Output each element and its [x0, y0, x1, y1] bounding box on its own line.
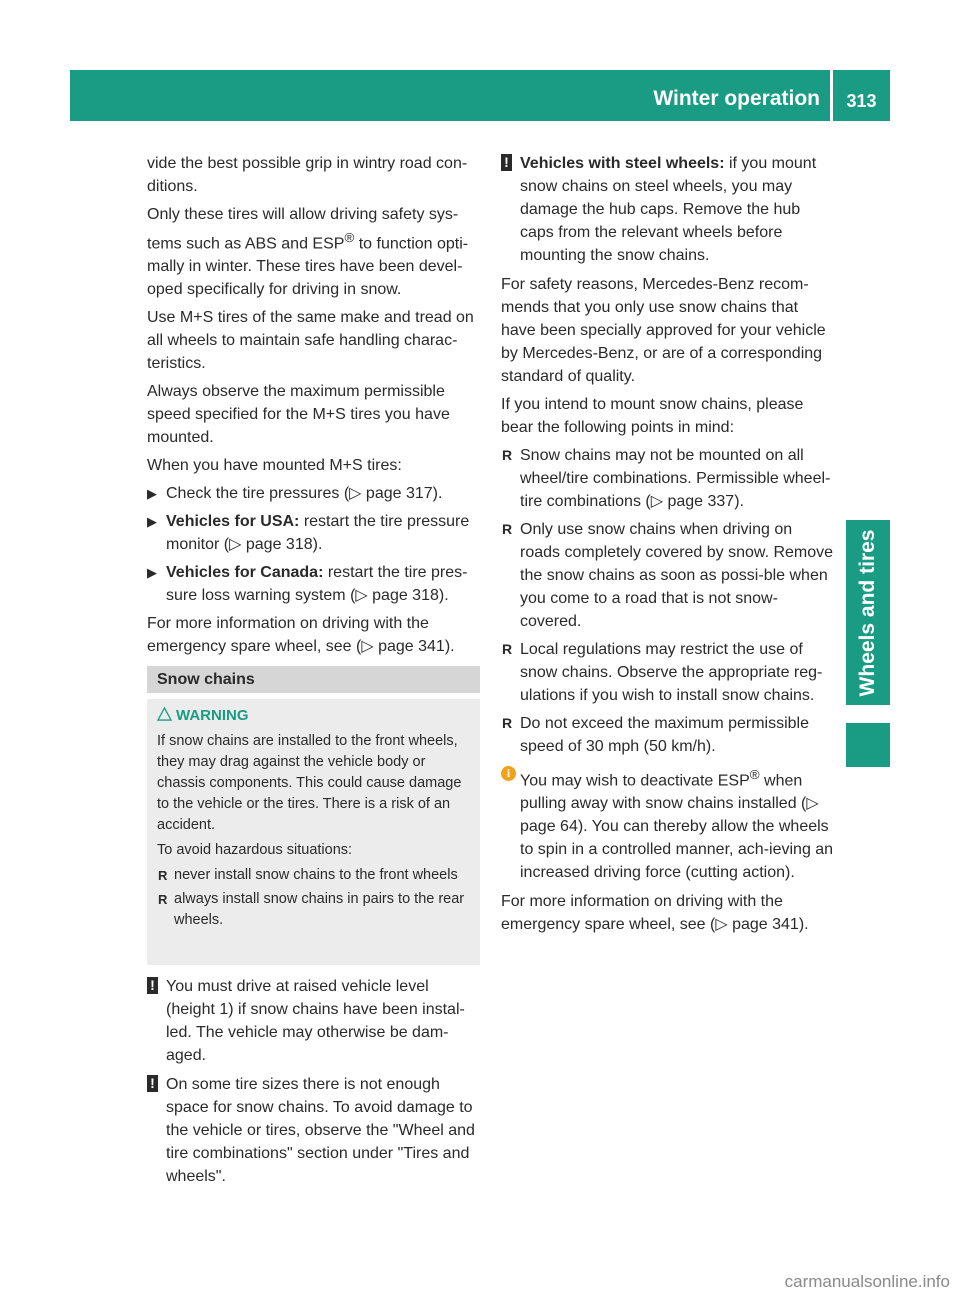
- list-item: R Snow chains may not be mounted on all wheel/tire combinations. Permissible wheel-tire combinations (▷ page 337).: [501, 444, 835, 513]
- notice: ! Vehicles with steel wheels: if you mount snow chains on steel wheels, you may damage the hub caps. Remove the hub caps from the relevant wheels before mounting the snow chains.: [501, 152, 835, 267]
- step-item: ▶ Check the tire pressures (▷ page 317).: [147, 482, 480, 505]
- list-item: R Do not exceed the maximum permissible speed of 30 mph (50 km/h).: [501, 712, 835, 758]
- bullet-r-icon: R: [158, 892, 168, 907]
- info-icon: i: [501, 766, 516, 781]
- notice: ! On some tire sizes there is not enough space for snow chains. To avoid damage to the vehicle or tires, observe the "Wheel and tire combinations" section under "Tires and wheels".: [147, 1073, 480, 1188]
- header-bar: [70, 70, 890, 121]
- bullet-r-icon: R: [502, 641, 513, 657]
- paragraph: vide the best possible grip in wintry road con-ditions.: [147, 155, 468, 195]
- bullet-r-icon: R: [502, 447, 513, 463]
- paragraph: Only these tires will allow driving safety sys-tems such as ABS and ESP® to function opti-mally in winter. These tires have been devel-oped specifically for driving in snow.: [147, 206, 469, 299]
- section-heading: Snow chains: [147, 666, 480, 693]
- bullet-r-icon: R: [502, 715, 513, 731]
- paragraph: Always observe the maximum permissible speed specified for the M+S tires you have mounted.: [147, 383, 450, 447]
- exclamation-icon: !: [501, 154, 512, 171]
- notice: ! You must drive at raised vehicle level (height 1) if snow chains have been instal-led. The vehicle may otherwise be dam-aged.: [147, 975, 480, 1067]
- page-number: 313: [846, 91, 877, 111]
- paragraph: When you have mounted M+S tires:: [147, 457, 402, 475]
- arrow-right-icon: ▶: [147, 565, 157, 581]
- paragraph: Use M+S tires of the same make and tread on all wheels to maintain safe handling charac-teristics.: [147, 309, 474, 373]
- exclamation-icon: !: [147, 977, 158, 994]
- warning-title: WARNING: [157, 705, 470, 726]
- bullet-r-icon: R: [502, 521, 513, 537]
- right-column: [501, 152, 835, 941]
- paragraph: For safety reasons, Mercedes-Benz recom-mends that you only use snow chains that have been specially approved for your vehicle by Mercedes-Benz, or are of a corresponding standard of quality.: [501, 276, 826, 385]
- bullet-r-icon: R: [158, 868, 168, 883]
- chapter-marker: [846, 723, 890, 767]
- watermark: carmanualsonline.info: [784, 1272, 950, 1291]
- chapter-tab-label-wrap: [846, 520, 890, 705]
- warning-text: To avoid hazardous situations:: [157, 842, 353, 858]
- step-item: ▶ Vehicles for Canada: restart the tire pres-sure loss warning system (▷ page 318).: [147, 561, 480, 607]
- list-item: R never install snow chains to the front wheels: [157, 865, 470, 886]
- list-item: R always install snow chains in pairs to the rear wheels.: [158, 891, 465, 928]
- list-item: R Local regulations may restrict the use of snow chains. Observe the appropriate reg-ulations if you wish to install snow chains.: [501, 638, 835, 707]
- warning-box: [147, 699, 480, 965]
- section-title: Winter operation: [653, 87, 820, 110]
- step-item: ▶ Vehicles for USA: restart the tire pressure monitor (▷ page 318).: [147, 510, 480, 556]
- left-column: [147, 152, 480, 663]
- notice-group: [147, 975, 480, 1194]
- exclamation-icon: !: [147, 1075, 158, 1092]
- paragraph: For more information on driving with the emergency spare wheel, see (▷ page 341).: [147, 615, 455, 656]
- warning-text: If snow chains are installed to the front wheels, they may drag against the vehicle body or chassis components. This could cause damage to the vehicle or the tires. There is a risk of an accident.: [157, 733, 462, 833]
- list-item: R Only use snow chains when driving on roads completely covered by snow. Remove the snow chains as soon as possi-ble when you come to a road that is not snow-covered.: [501, 518, 835, 633]
- arrow-right-icon: ▶: [147, 486, 157, 502]
- arrow-right-icon: ▶: [147, 514, 157, 530]
- info-note: i You may wish to deactivate ESP® when pulling away with snow chains installed (▷ page 64). You can thereby allow the wheels to spin in a controlled manner, ach-ieving an increased driving force (cutting action).: [501, 763, 835, 884]
- warning-triangle-icon: [157, 707, 172, 721]
- chapter-tab-label: Wheels and tires: [856, 529, 879, 696]
- paragraph: For more information on driving with the emergency spare wheel, see (▷ page 341).: [501, 893, 809, 934]
- paragraph: If you intend to mount snow chains, please bear the following points in mind:: [501, 396, 804, 436]
